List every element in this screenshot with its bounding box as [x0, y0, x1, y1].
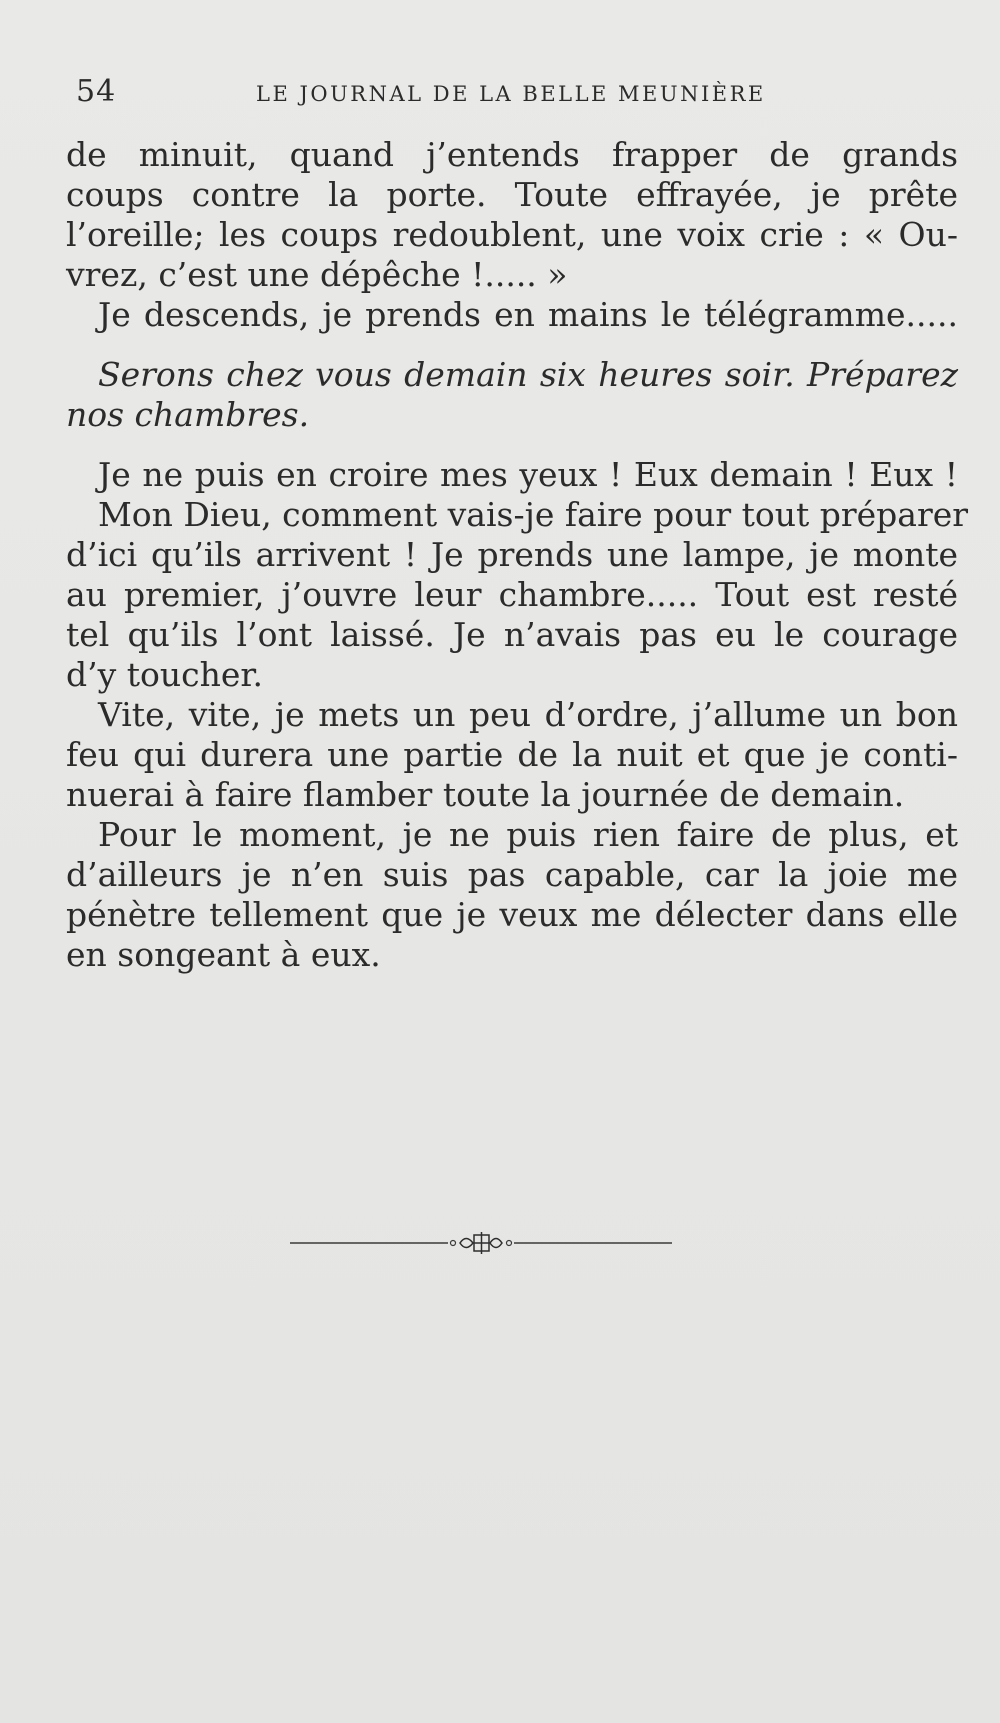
telegram-text [66, 355, 958, 435]
text-line: vrez, c’est une dépêche !..... » [66, 255, 568, 294]
running-title: LE JOURNAL DE LA BELLE MEUNIÈRE [256, 82, 766, 106]
paragraph [66, 495, 969, 695]
text-line: coups contre la porte. Toute effrayée, je prête [66, 175, 958, 214]
text-line: de minuit, quand j’entends frapper de grands [66, 135, 958, 174]
ornament-fleuron-icon [460, 1232, 502, 1254]
text-line: d’ailleurs je n’en suis pas capable, car la joie me [66, 855, 958, 894]
body-text [66, 135, 969, 975]
text-line: nos chambres. [66, 395, 310, 434]
text-line: Pour le moment, je ne puis rien faire de plus, et [98, 815, 958, 854]
ornament-dot-left [451, 1241, 456, 1246]
text-line: nuerai à faire flamber toute la journée de demain. [66, 775, 905, 814]
paragraph [66, 695, 958, 815]
text-line: Mon Dieu, comment vais-je faire pour tout préparer [98, 495, 969, 534]
paragraph [66, 295, 958, 335]
text-line: Je descends, je prends en mains le télégramme..... [98, 295, 958, 334]
text-line: tel qu’ils l’ont laissé. Je n’avais pas eu le courage [66, 615, 958, 654]
page-number: 54 [76, 74, 117, 109]
text-line: au premier, j’ouvre leur chambre..... Tout est resté [66, 575, 958, 614]
text-line: Je ne puis en croire mes yeux ! Eux demain ! Eux ! [98, 455, 958, 494]
ornament-dot-right [507, 1241, 512, 1246]
text-line: l’oreille; les coups redoublent, une voix crie : « Ou- [66, 215, 958, 254]
text-line: en songeant à eux. [66, 935, 381, 974]
paragraph [66, 135, 958, 295]
text-line: Serons chez vous demain six heures soir. Préparez [98, 355, 958, 394]
text-line: Vite, vite, je mets un peu d’ordre, j’allume un bon [98, 695, 958, 734]
paragraph [66, 455, 958, 495]
running-head [76, 74, 956, 114]
text-line: d’ici qu’ils arrivent ! Je prends une lampe, je monte [66, 535, 958, 574]
text-line: d’y toucher. [66, 655, 264, 694]
text-line: pénètre tellement que je veux me délecter dans elle [66, 895, 958, 934]
section-end-ornament [290, 1228, 672, 1258]
paragraph-gap [66, 335, 958, 355]
paragraph-gap [66, 435, 958, 455]
text-line: feu qui durera une partie de la nuit et que je conti- [66, 735, 958, 774]
paragraph [66, 815, 958, 975]
